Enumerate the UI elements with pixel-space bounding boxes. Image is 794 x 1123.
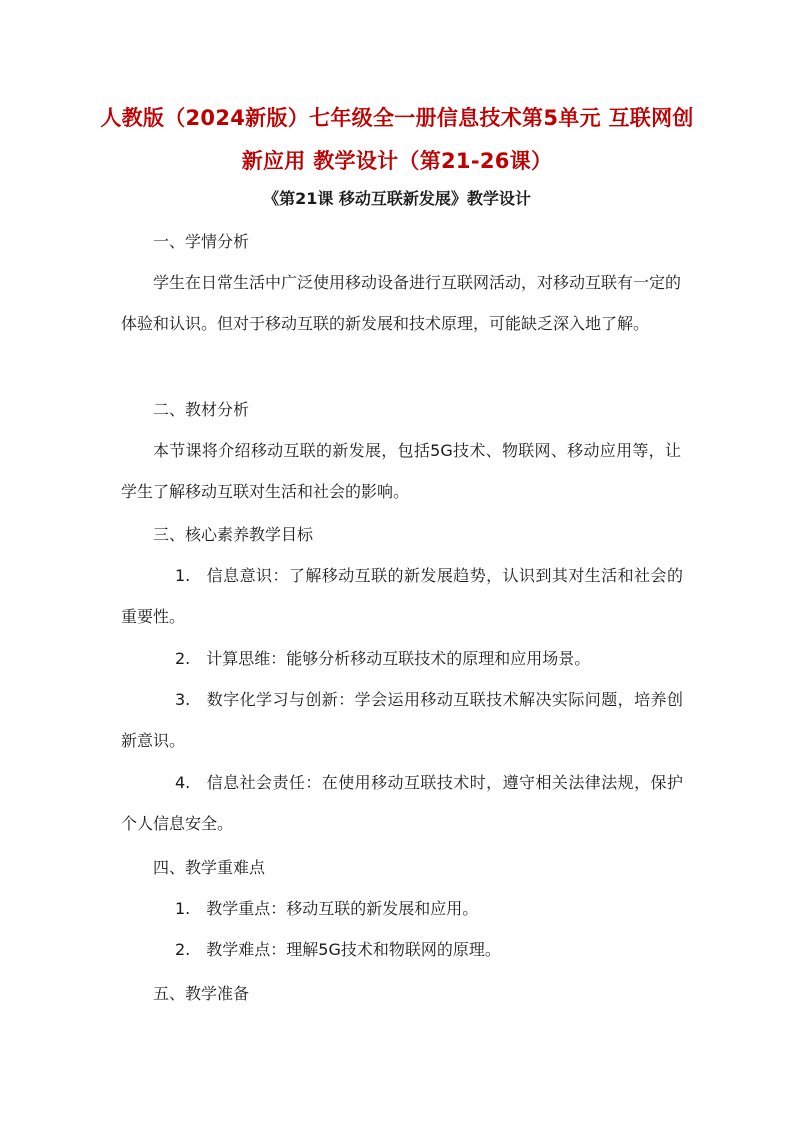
section-paragraph: 学生在日常生活中广泛使用移动设备进行互联网活动，对移动互联有一定的体验和认识。但对于移动互联的新发展和技术原理，可能缺乏深入地了解。 — [121, 273, 682, 333]
list-item-text: 教学难点：理解5G技术和物联网的原理。 — [206, 940, 501, 959]
list-item — [121, 763, 683, 844]
list-item-number: 4. — [175, 773, 191, 792]
list-item — [121, 639, 683, 680]
list-item-number: 1. — [175, 566, 191, 585]
list-item — [121, 889, 683, 930]
list-item — [121, 680, 683, 761]
list-item-number: 3. — [175, 690, 191, 709]
list-item — [121, 556, 683, 637]
section-heading: 三、核心素养教学目标 — [153, 525, 314, 544]
document-title: 人教版（2024新版）七年级全一册信息技术第5单元 互联网创新应用 教学设计（第21-26课） — [100, 106, 694, 173]
list-item-text: 计算思维：能够分析移动互联技术的原理和应用场景。 — [206, 649, 591, 668]
list-item — [121, 930, 683, 971]
section-paragraph: 本节课将介绍移动互联的新发展，包括5G技术、物联网、移动应用等，让学生了解移动互联对生活和社会的影响。 — [121, 441, 681, 501]
list-item-number: 1. — [175, 899, 191, 918]
list-item-text: 信息社会责任：在使用移动互联技术时，遵守相关法律法规，保护个人信息安全。 — [121, 773, 683, 833]
list-item-number: 2. — [175, 649, 191, 668]
lesson-title: 《第21课 移动互联新发展》教学设计 — [263, 189, 531, 208]
section-heading: 四、教学重难点 — [153, 858, 266, 877]
list-item-number: 2. — [175, 940, 191, 959]
list-item-text: 数字化学习与创新：学会运用移动互联技术解决实际问题，培养创新意识。 — [121, 690, 683, 750]
section-heading: 五、教学准备 — [153, 984, 250, 1003]
list-item-text: 教学重点：移动互联的新发展和应用。 — [206, 899, 479, 918]
section-heading: 一、学情分析 — [153, 232, 250, 251]
list-item-text: 信息意识：了解移动互联的新发展趋势，认识到其对生活和社会的重要性。 — [121, 566, 683, 626]
section-heading: 二、教材分析 — [153, 400, 250, 419]
